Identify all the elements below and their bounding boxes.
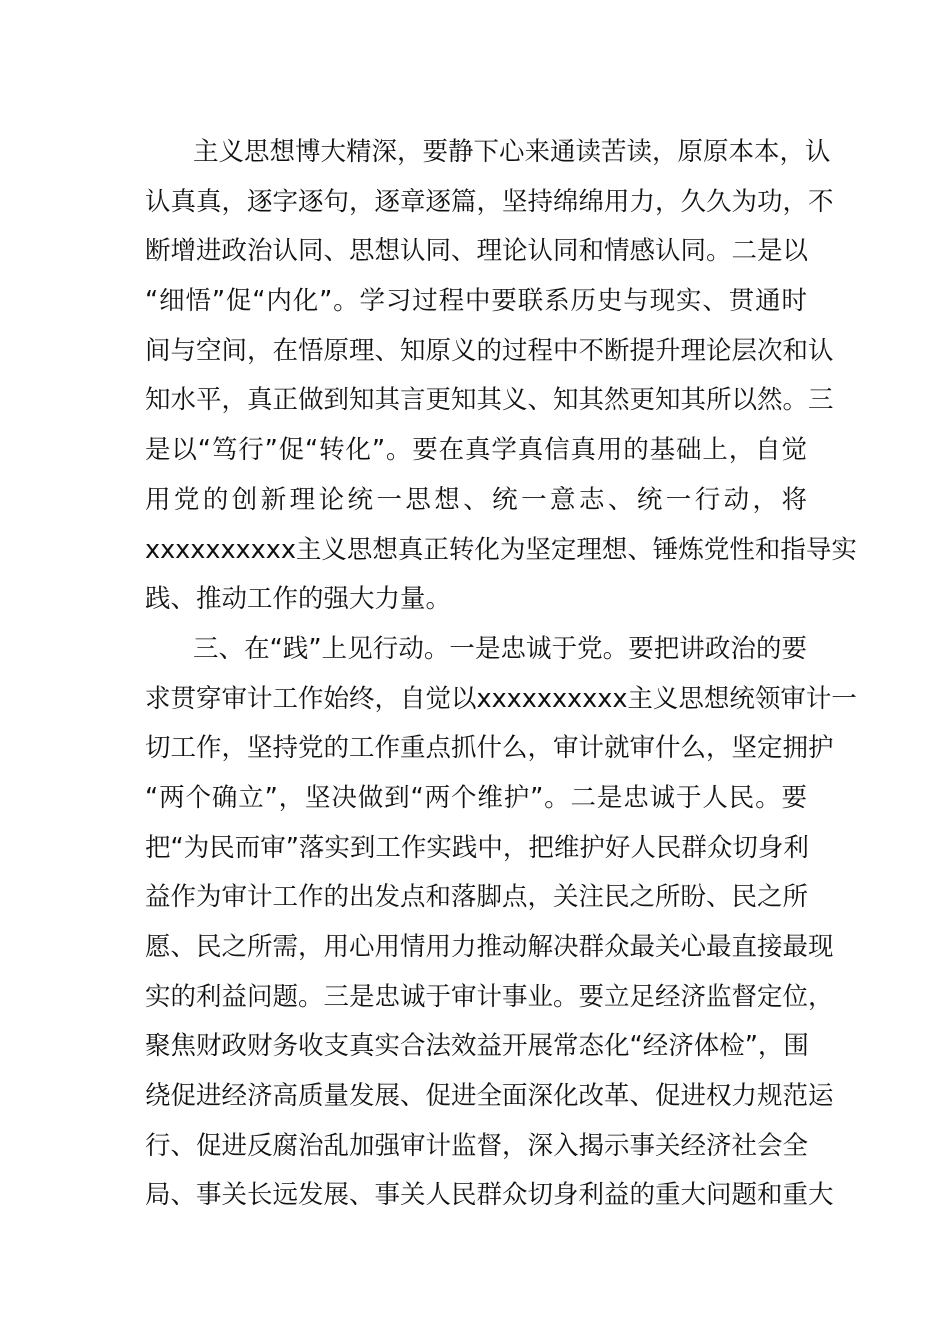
text-line: 把“为民而审”落实到工作实践中，把维护好人民群众切身利 (145, 832, 809, 863)
text-line: 用党的创新理论统一思想、统一意志、统一行动，将 (145, 484, 807, 515)
text-line: “细悟”促“内化”。学习过程中要联系历史与现实、贯通时 (145, 286, 807, 317)
text-line: 局、事关长远发展、事关人民群众切身利益的重大问题和重大 (145, 1180, 834, 1211)
body-text (145, 128, 857, 1221)
text-line: 绕促进经济高质量发展、促进全面深化改革、促进权力规范运 (145, 1081, 834, 1112)
text-line: 求贯穿审计工作始终，自觉以xxxxxxxxxx主义思想统领审计一 (145, 683, 857, 714)
text-line: “两个确立”，坚决做到“两个维护”。二是忠诚于人民。要 (145, 782, 807, 813)
text-line: 实的利益问题。三是忠诚于审计事业。要立足经济监督定位， (145, 981, 834, 1012)
text-line: 愿、民之所需，用心用情用力推动解决群众最关心最直接最现 (145, 932, 834, 962)
text-line: 行、促进反腐治乱加强审计监督，深入揭示事关经济社会全 (145, 1130, 809, 1161)
text-line: 践、推动工作的强大力量。 (145, 584, 452, 615)
text-line: 聚焦财政财务收支真实合法效益开展常态化“经济体检”，围 (145, 1031, 809, 1062)
text-line: xxxxxxxxxx主义思想真正转化为坚定理想、锤炼党性和指导实 (145, 534, 857, 565)
text-line: 切工作，坚持党的工作重点抓什么，审计就审什么，坚定拥护 (145, 733, 834, 764)
text-line: 知水平，真正做到知其言更知其义、知其然更知其所以然。三 (145, 385, 834, 416)
text-line: 间与空间，在悟原理、知原义的过程中不断提升理论层次和认 (145, 335, 834, 366)
text-line: 益作为审计工作的出发点和落脚点，关注民之所盼、民之所 (145, 882, 809, 913)
text-line: 断增进政治认同、思想认同、理论认同和情感认同。二是以 (145, 236, 809, 267)
text-line: 三、在“践”上见行动。一是忠诚于党。要把讲政治的要 (193, 633, 807, 664)
text-line: 认真真，逐字逐句，逐章逐篇，坚持绵绵用力，久久为功，不 (145, 186, 834, 217)
text-line: 主义思想博大精深，要静下心来通读苦读，原原本本，认 (193, 137, 831, 167)
text-line: 是以“笃行”促“转化”。要在真学真信真用的基础上，自觉 (145, 435, 807, 466)
